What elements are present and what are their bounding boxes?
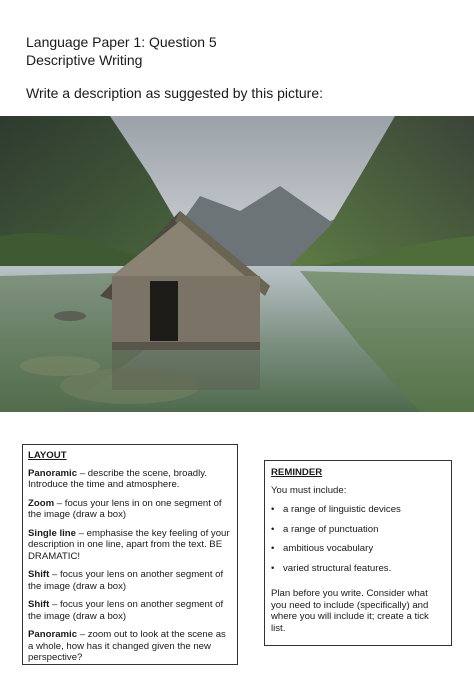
bullet-icon: •	[271, 523, 275, 535]
layout-item-shift-2	[28, 599, 232, 622]
reminder-bullet-text: a range of linguistic devices	[283, 504, 401, 515]
layout-item-term: Shift	[28, 569, 50, 580]
bullet-icon: •	[271, 562, 275, 574]
reminder-bullet	[271, 524, 445, 536]
heading-line-2: Descriptive Writing	[26, 52, 143, 68]
lake-boathouse-picture	[0, 116, 474, 412]
bullet-icon: •	[271, 504, 275, 515]
reminder-title: REMINDER	[271, 467, 323, 478]
layout-item-desc: – focus your lens on another segment of the image (draw a box)	[28, 569, 224, 592]
reminder-plan-text: Plan before you write. Consider what you need to include (specifically) and where you will include it; create a tick list.	[271, 588, 429, 634]
reminder-bullet	[271, 563, 445, 575]
reminder-bullet	[271, 504, 445, 516]
layout-item-desc: – zoom out to look at the scene as a whole, how has it changed given the new perspective?	[28, 629, 226, 663]
layout-item-term: Single line	[28, 527, 76, 539]
layout-item-single-line	[28, 528, 232, 563]
layout-title: LAYOUT	[28, 450, 67, 461]
worksheet-heading	[26, 33, 217, 69]
layout-item-desc: – emphasise the key feeling of your description in one line, apart from the text. BE DRAMATIC!	[28, 527, 230, 562]
layout-item-zoom	[28, 498, 232, 521]
layout-item-desc: – focus your lens on another segment of the image (draw a box)	[28, 599, 224, 622]
layout-item-panoramic-final	[28, 629, 232, 664]
layout-item-panoramic	[28, 468, 232, 491]
reminder-box	[264, 460, 452, 646]
reminder-intro: You must include:	[271, 484, 347, 496]
layout-item-shift-1	[28, 569, 232, 592]
layout-item-term: Panoramic	[28, 467, 78, 479]
reminder-bullet	[271, 543, 445, 555]
layout-item-desc: – focus your lens in on one segment of the image (draw a box)	[28, 497, 222, 520]
reminder-bullet-text: ambitious vocabulary	[283, 543, 374, 554]
layout-item-desc: – describe the scene, broadly. Introduce the time and atmosphere.	[28, 467, 208, 490]
writing-prompt: Write a description as suggested by this picture:	[26, 85, 324, 101]
layout-item-term: Shift	[28, 599, 50, 610]
bullet-icon: •	[271, 543, 275, 554]
reminder-bullet-text: varied structural features.	[283, 562, 392, 574]
reminder-bullet-text: a range of punctuation	[283, 523, 379, 535]
heading-line-1: Language Paper 1: Question 5	[26, 34, 217, 50]
layout-box	[22, 444, 238, 665]
layout-item-term: Panoramic	[28, 629, 78, 640]
layout-item-term: Zoom	[28, 497, 55, 509]
